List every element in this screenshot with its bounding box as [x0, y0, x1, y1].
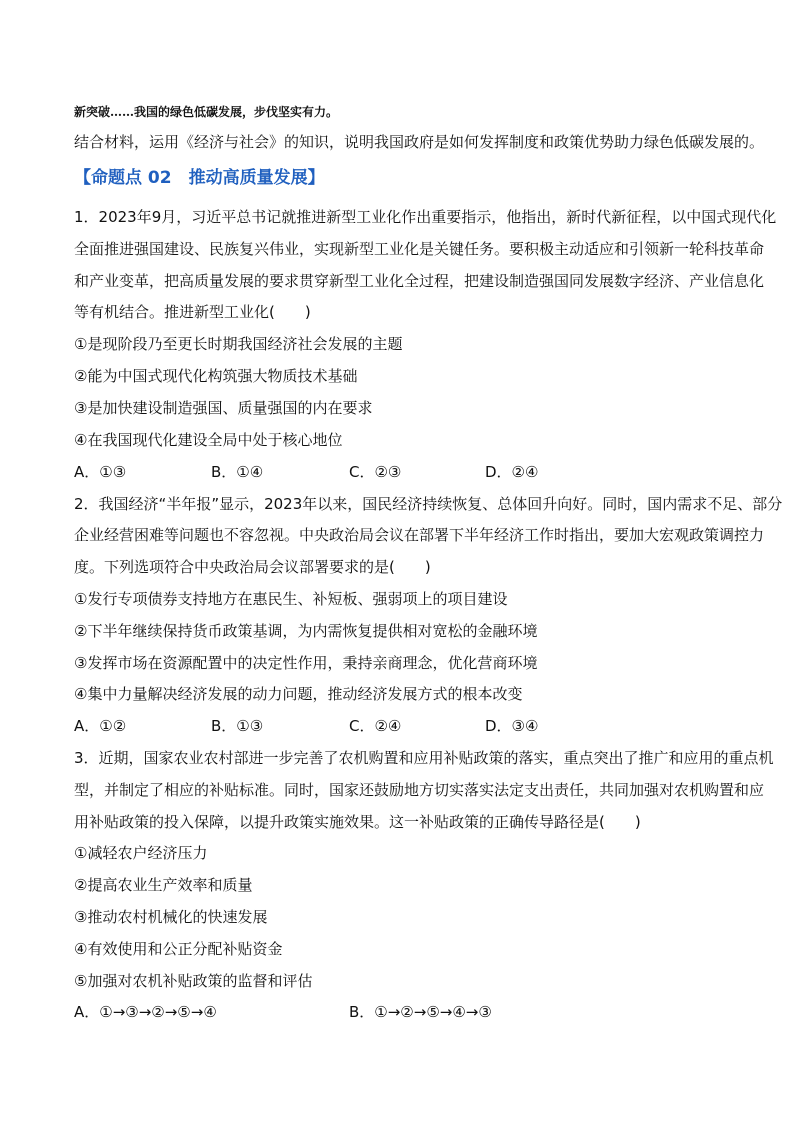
- q1-option-d[interactable]: D．②④: [485, 463, 539, 481]
- q2-option-d[interactable]: D．③④: [485, 717, 539, 735]
- q3-option-a[interactable]: A．①→③→②→⑤→④: [74, 1003, 217, 1021]
- q2-option-c[interactable]: C．②④: [349, 717, 402, 735]
- q3-item-3: ③推动农村机械化的快速发展: [74, 908, 268, 926]
- q1-option-b[interactable]: B．①④: [211, 463, 264, 481]
- q2-line-3: 度。下列选项符合中央政治局会议部署要求的是( ): [74, 558, 431, 576]
- q2-item-2: ②下半年继续保持货币政策基调，为内需恢复提供相对宽松的金融环境: [74, 622, 538, 640]
- q2-option-a[interactable]: A．①②: [74, 717, 127, 735]
- q1-line-1: 1．2023年9月，习近平总书记就推进新型工业化作出重要指示，他指出，新时代新征程，以中国式现代化: [74, 208, 777, 226]
- q1-line-2: 全面推进强国建设、民族复兴伟业，实现新型工业化是关键任务。要积极主动适应和引领新一轮科技革命: [74, 240, 765, 258]
- q2-line-2: 企业经营困难等问题也不容忽视。中央政治局会议在部署下半年经济工作时指出，要加大宏观政策调控力: [74, 526, 765, 544]
- q1-line-3: 和产业变革，把高质量发展的要求贯穿新型工业化全过程，把建设制造强国同发展数字经济、产业信息化: [74, 272, 765, 290]
- q3-item-5: ⑤加强对农机补贴政策的监督和评估: [74, 972, 313, 990]
- q3-item-2: ②提高农业生产效率和质量: [74, 876, 253, 894]
- q2-item-1: ①发行专项债券支持地方在惠民生、补短板、强弱项上的项目建设: [74, 590, 508, 608]
- q1-option-a[interactable]: A．①③: [74, 463, 127, 481]
- q3-option-b[interactable]: B．①→②→⑤→④→③: [349, 1003, 492, 1021]
- q3-item-1: ①减轻农户经济压力: [74, 844, 208, 862]
- q1-line-4: 等有机结合。推进新型工业化( ): [74, 303, 311, 321]
- q2-item-3: ③发挥市场在资源配置中的决定性作用，秉持亲商理念，优化营商环境: [74, 654, 538, 672]
- question-prompt: 结合材料，运用《经济与社会》的知识，说明我国政府是如何发挥制度和政策优势助力绿色低碳发展的。: [74, 133, 765, 151]
- q1-item-2: ②能为中国式现代化构筑强大物质技术基础: [74, 367, 358, 385]
- q1-option-c[interactable]: C．②③: [349, 463, 402, 481]
- q3-line-2: 型，并制定了相应的补贴标准。同时，国家还鼓励地方切实落实法定支出责任，共同加强对农机购置和应: [74, 781, 765, 799]
- q3-item-4: ④有效使用和公正分配补贴资金: [74, 940, 283, 958]
- section-heading: 【命题点 02 推动高质量发展】: [74, 168, 325, 188]
- q2-option-b[interactable]: B．①③: [211, 717, 264, 735]
- q1-item-4: ④在我国现代化建设全局中处于核心地位: [74, 431, 343, 449]
- q3-line-1: 3．近期，国家农业农村部进一步完善了农机购置和应用补贴政策的落实，重点突出了推广和应用的重点机: [74, 749, 774, 767]
- q2-line-1: 2．我国经济“半年报”显示，2023年以来，国民经济持续恢复、总体回升向好。同时，国内需求不足、部分: [74, 495, 783, 513]
- q1-item-1: ①是现阶段乃至更长时期我国经济社会发展的主题: [74, 335, 403, 353]
- material-tail: 新突破……我国的绿色低碳发展，步伐坚实有力。: [74, 105, 339, 119]
- q1-item-3: ③是加快建设制造强国、质量强国的内在要求: [74, 399, 373, 417]
- q2-item-4: ④集中力量解决经济发展的动力问题，推动经济发展方式的根本改变: [74, 685, 523, 703]
- q3-line-3: 用补贴政策的投入保障，以提升政策实施效果。这一补贴政策的正确传导路径是( ): [74, 813, 641, 831]
